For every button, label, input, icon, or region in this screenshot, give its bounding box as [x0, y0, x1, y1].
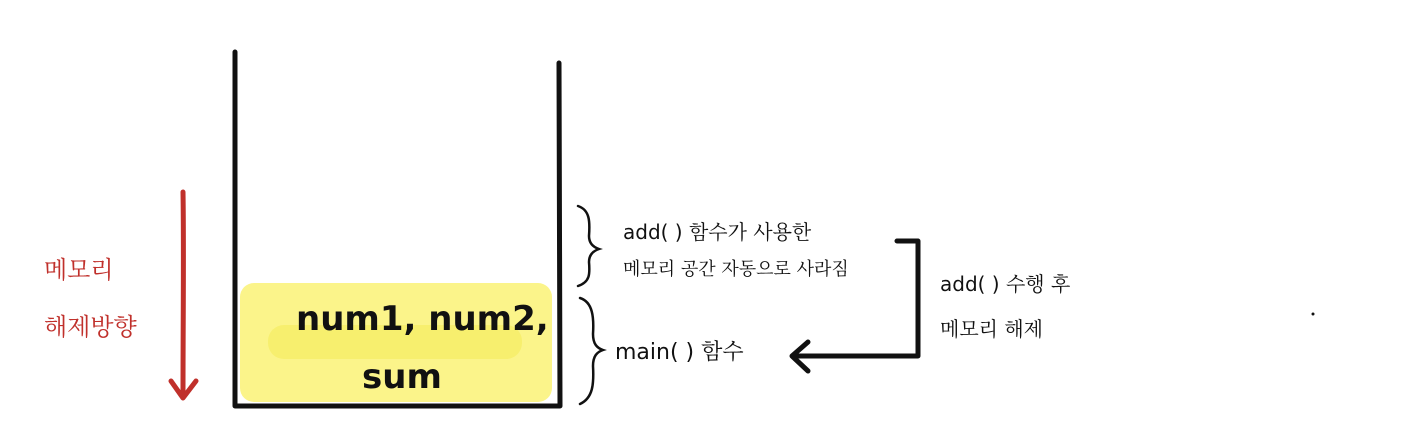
stray-dot — [1312, 313, 1315, 316]
frame-variables-line2: sum — [362, 357, 442, 397]
add-annotation-line2: 메모리 공간 자동으로 사라짐 — [623, 259, 849, 280]
main-function-label: main( ) 함수 — [615, 340, 744, 365]
release-direction-arrow — [171, 192, 196, 398]
main-region-brace — [580, 298, 603, 404]
release-direction-label-line1: 메모리 — [44, 256, 114, 284]
after-add-annotation-line1: add( ) 수행 후 — [940, 272, 1071, 296]
after-add-annotation-line2: 메모리 해제 — [940, 317, 1043, 341]
release-direction-label-line2: 해제방향 — [44, 313, 137, 341]
add-region-brace — [578, 206, 599, 286]
frame-variables-line1: num1, num2, — [296, 299, 549, 339]
add-annotation-line1: add( ) 함수가 사용한 — [623, 220, 812, 244]
